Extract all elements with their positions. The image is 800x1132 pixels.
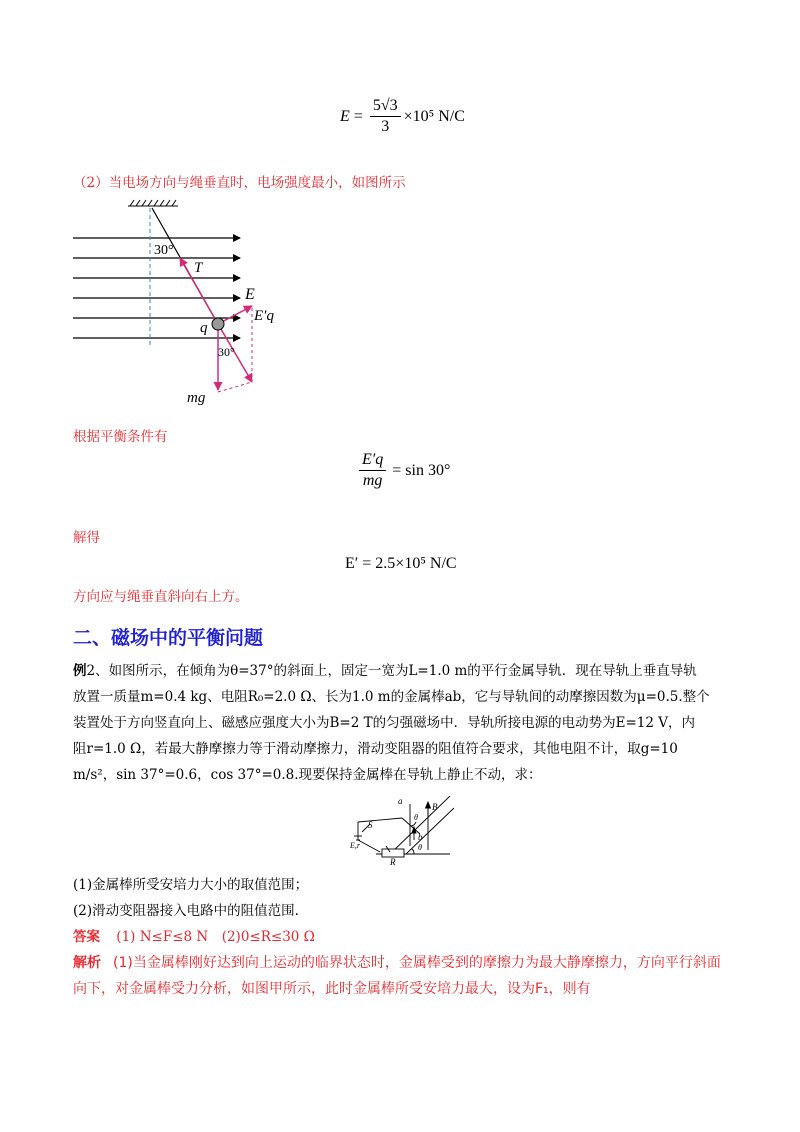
equation-electric-field xyxy=(340,97,465,136)
eq1-denominator: 3 xyxy=(381,118,390,135)
eq2-fraction xyxy=(359,451,386,490)
tension-label: T xyxy=(194,260,203,276)
equation-balance xyxy=(356,451,450,490)
answer-label: 答案 xyxy=(73,929,100,945)
question-1: (1)金属棒所受安培力大小的取值范围； xyxy=(73,877,309,893)
fig2-label-B: B xyxy=(432,802,438,812)
equation-result: E′ = 2.5×10⁵ N/C xyxy=(345,555,457,572)
example-paragraph xyxy=(73,658,733,788)
fig2-label-b: b xyxy=(418,832,423,842)
fig2-label-theta-2: θ xyxy=(418,843,422,852)
gravity-label: mg xyxy=(187,390,206,406)
solve-text: 解得 xyxy=(73,530,100,546)
fig2-label-Er: E,r xyxy=(350,841,360,850)
example-line-3: 装置处于方向竖直向上、磁感应强度大小为B=2 T的匀强磁场中．导轨所接电源的电动势为E=12 V，内 xyxy=(73,715,696,731)
questions xyxy=(73,872,733,924)
example-line-2: 放置一质量m=0.4 kg、电阻R₀=2.0 Ω、长为1.0 m的金属棒ab，它与导轨间的动摩擦因数为μ=0.5.整个 xyxy=(73,689,710,705)
eq1-lhs: E xyxy=(340,107,350,125)
example-label: 例 xyxy=(73,663,87,679)
fig2-label-a: a xyxy=(398,796,403,806)
ceiling-hatch xyxy=(128,200,178,206)
section-heading: 二、磁场中的平衡问题 xyxy=(73,627,264,649)
question-2: (2)滑动变阻器接入电路中的阻值范围. xyxy=(73,903,299,919)
charge-label: q xyxy=(200,320,208,336)
answer-text: (1) N≤F≤8 N (2)0≤R≤30 Ω xyxy=(116,929,315,945)
eq-force-label: E′q xyxy=(254,308,274,324)
eq2-numerator: E′q xyxy=(359,451,386,471)
example-line-5: m/s²，sin 37°=0.6，cos 37°=0.8.现要保持金属棒在导轨上静止不动，求： xyxy=(73,767,542,783)
answer-line xyxy=(73,924,733,950)
charge-ball xyxy=(212,318,224,330)
eq1-equals: = xyxy=(353,107,363,125)
fig2-label-theta-1: θ xyxy=(414,813,418,822)
balance-text: 根据平衡条件有 xyxy=(73,429,168,445)
field-label: E xyxy=(245,286,255,303)
analysis-line-1 xyxy=(73,950,733,976)
analysis-line-2: 向下，对金属棒受力分析，如图甲所示，此时金属棒所受安培力最大，设为F₁，则有 xyxy=(73,981,591,997)
analysis-line-1-text: (1)当金属棒刚好达到向上运动的临界状态时，金属棒受到的摩擦力为最大静摩擦力，方向平行斜面 xyxy=(113,955,721,971)
incline-rail-diagram xyxy=(350,796,454,866)
eq2-rhs: = sin 30° xyxy=(392,461,451,479)
angle-bottom-label: 30° xyxy=(218,345,235,359)
direction-text: 方向应与绳垂直斜向右上方。 xyxy=(73,589,249,605)
analysis-block xyxy=(73,950,733,1002)
dashed-bottom xyxy=(218,382,252,392)
eq1-fraction xyxy=(370,97,401,136)
part2-text: （2）当电场方向与绳垂直时，电场强度最小，如图所示 xyxy=(73,175,406,191)
analysis-label: 解析 xyxy=(73,955,101,971)
example-line-1-text: 2、如图所示，在倾角为θ=37°的斜面上，固定一宽为L=1.0 m的平行金属导轨．现在导轨上垂直导轨 xyxy=(86,663,697,679)
force-diagram-electric xyxy=(70,196,290,410)
eq1-rest: ×10⁵ N/C xyxy=(403,107,465,125)
eq1-numerator: 5√3 xyxy=(370,97,401,117)
angle-top-label: 30° xyxy=(154,243,174,258)
eq2-denominator: mg xyxy=(362,472,383,489)
fig2-label-S: S xyxy=(368,820,373,830)
example-line-4: 阻r=1.0 Ω，若最大静摩擦力等于滑动摩擦力，滑动变阻器的阻值符合要求，其他电阻不计，取g=10 xyxy=(73,741,678,757)
fig2-label-R: R xyxy=(390,857,396,866)
example-line-1 xyxy=(73,658,733,684)
